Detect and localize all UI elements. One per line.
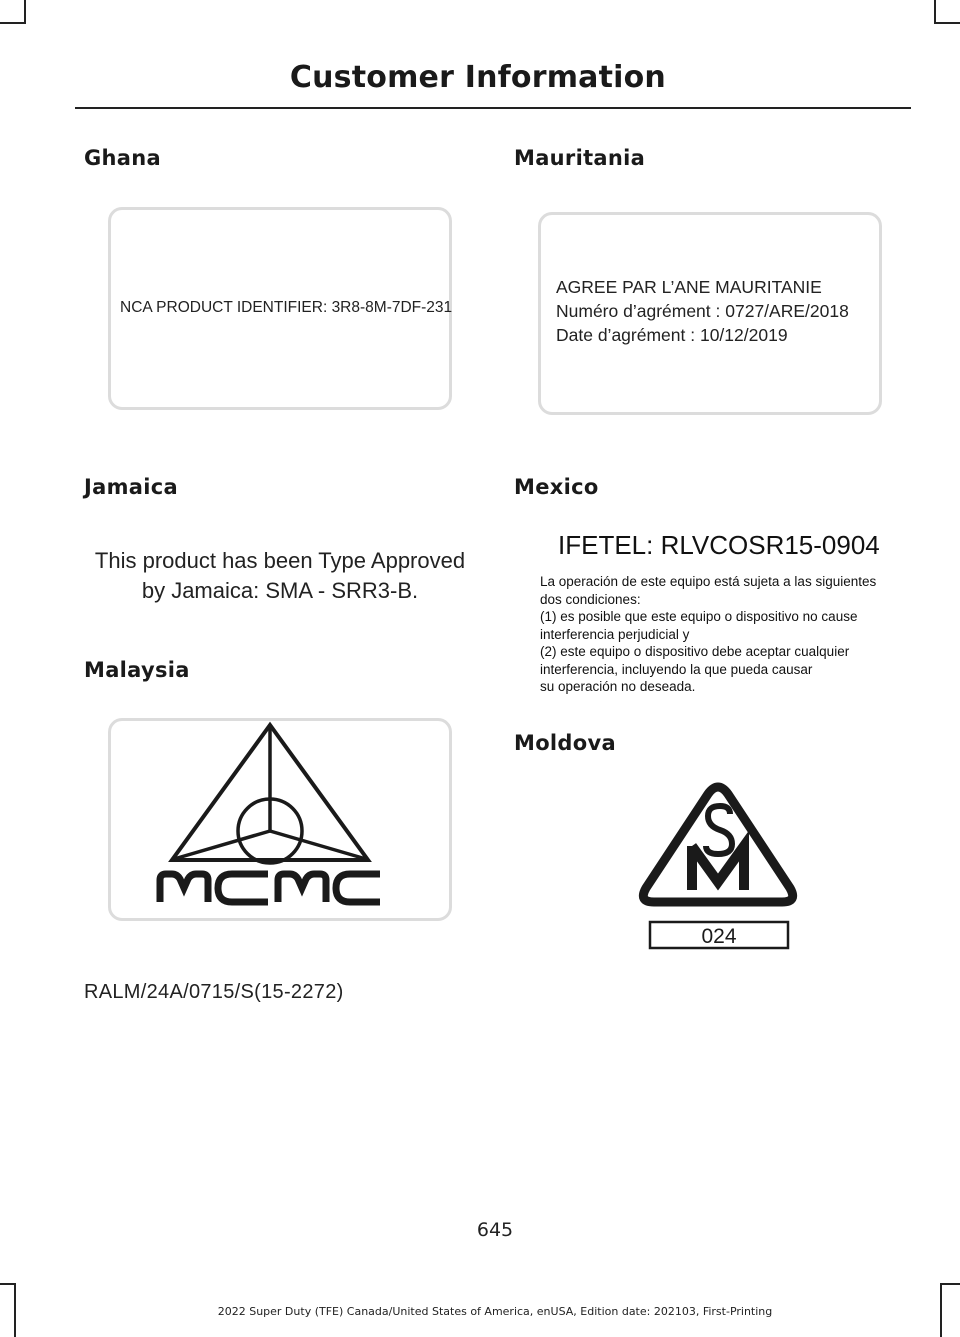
moldova-heading: Moldova (514, 731, 616, 755)
mauritania-line: Date d’agrément : 10/12/2019 (556, 325, 788, 345)
mexico-heading: Mexico (514, 475, 599, 499)
mexico-ifetel: IFETEL: RLVCOSR15-0904 (558, 530, 880, 560)
mexico-conditions (540, 573, 910, 696)
moldova-code: 024 (701, 925, 737, 948)
page-title: Customer Information (289, 60, 666, 95)
crop-mark (940, 1283, 960, 1285)
mcmc-wordmark-icon (160, 874, 380, 902)
jamaica-line: by Jamaica: SMA - SRR3-B. (141, 578, 419, 603)
mauritania-label-text (556, 275, 849, 347)
footer-edition: 2022 Super Duty (TFE) Canada/United States of America, enUSA, Edition date: 202103, First-Printing (217, 1305, 773, 1318)
mexico-line: interferencia perjudicial y (540, 626, 690, 642)
mauritania-line: Numéro d’agrément : 0727/ARE/2018 (556, 301, 849, 321)
mexico-line: su operación no deseada. (540, 679, 696, 694)
jamaica-line: This product has been Type Approved (94, 548, 466, 573)
crop-mark (934, 0, 936, 24)
mexico-line: (2) este equipo o dispositivo debe aceptar cualquier (540, 644, 850, 659)
jamaica-approval-text (80, 546, 480, 606)
moldova-sm-mark (630, 778, 810, 960)
mcmc-emblem-icon (172, 725, 368, 863)
title-rule (75, 107, 911, 109)
crop-mark (0, 22, 26, 24)
ghana-heading: Ghana (84, 146, 161, 170)
mcmc-logo (110, 720, 450, 919)
sm-triangle-icon (643, 787, 792, 902)
malaysia-registration: RALM/24A/0715/S(15-2272) (84, 981, 344, 1003)
malaysia-heading: Malaysia (84, 658, 190, 682)
mauritania-line: AGREE PAR L’ANE MAURITANIE (556, 277, 822, 297)
mauritania-heading: Mauritania (514, 146, 646, 170)
crop-mark (934, 22, 960, 24)
ghana-label-text: NCA PRODUCT IDENTIFIER: 3R8-8M-7DF-231 (120, 299, 453, 316)
crop-mark (24, 0, 26, 24)
mexico-line: interferencia, incluyendo la que pueda causar (540, 661, 813, 677)
mexico-line: (1) es posible que este equipo o dispositivo no cause (540, 609, 858, 624)
mexico-line: La operación de este equipo está sujeta a las siguientes (540, 574, 877, 589)
mexico-line: dos condiciones: (540, 591, 641, 607)
page-number: 645 (476, 1219, 514, 1241)
jamaica-heading: Jamaica (84, 475, 178, 499)
